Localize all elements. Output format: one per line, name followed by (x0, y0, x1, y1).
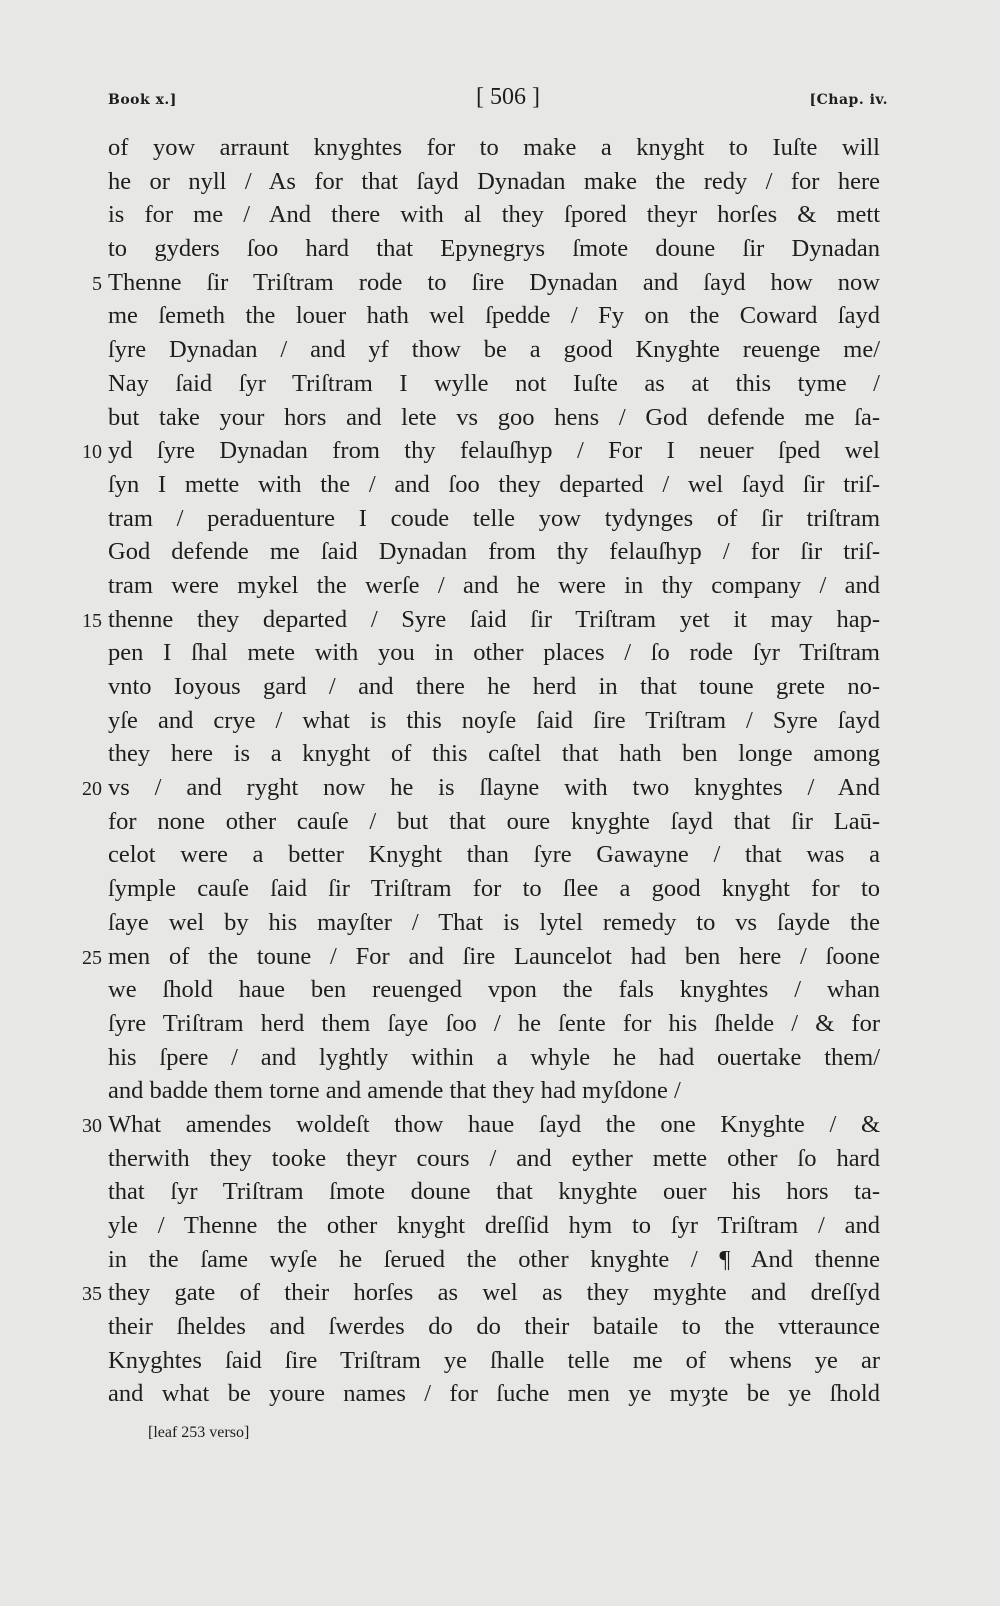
text-line (108, 1310, 880, 1344)
text-line (108, 838, 880, 872)
line-text: ſaye wel by his mayſter / That is lytel remedy to vs ſayde the (108, 908, 880, 936)
text-line (108, 1041, 880, 1075)
line-text: ſyn I mette with the / and ſoo they departed / wel ſayd ſir triſ- (108, 470, 880, 498)
line-text: to gyders ſoo hard that Epynegrys ſmote doune ſir Dynadan (108, 235, 880, 263)
line-text: they here is a knyght of this caſtel that hath ben longe among (108, 740, 880, 768)
line-text: ſyre Triſtram herd them ſaye ſoo / he ſente for his ſhelde / & for (108, 1009, 880, 1037)
text-line (108, 805, 880, 839)
line-text: vnto Ioyous gard / and there he herd in that toune grete no- (108, 673, 880, 700)
line-text: their ſheldes and ſwerdes do do their bataile to the vtteraunce (108, 1313, 880, 1341)
text-line (108, 165, 880, 199)
line-number: 35 (82, 1283, 102, 1306)
text-line (108, 333, 880, 367)
text-line (108, 670, 880, 704)
text-line (82, 603, 880, 637)
line-text: ſyre Dynadan / and yf thow be a good Knyghte reuenge me/ (108, 336, 880, 364)
line-text: ſymple cauſe ſaid ſir Triſtram for to ſlee a good knyght for to (108, 875, 880, 903)
line-text: yd ſyre Dynadan from thy felauſhyp / For I neuer ſped wel (108, 437, 880, 465)
line-number: 30 (82, 1114, 102, 1137)
text-line (108, 1074, 880, 1108)
leaf-note: [leaf 253 verso] (148, 1424, 250, 1441)
book-number: Book x.] (108, 92, 177, 108)
line-text: What amendes woldeſt thow haue ſayd the one Knyghte / & (108, 1110, 880, 1138)
line-text: yle / Thenne the other knyght dreſſid hym to ſyr Triſtram / and (108, 1212, 880, 1239)
text-line (108, 1142, 880, 1176)
text-line (108, 1377, 880, 1411)
text-line (108, 636, 880, 670)
line-text: that ſyr Triſtram ſmote doune that knyghte ouer his hors ta- (108, 1178, 880, 1206)
line-text: me ſemeth the louer hath wel ſpedde / Fy on the Coward ſayd (108, 302, 880, 330)
text-line (92, 266, 880, 300)
text-line (108, 737, 880, 771)
line-text: we ſhold haue ben reuenged vpon the fals knyghtes / whan (108, 976, 880, 1004)
line-number: 20 (82, 778, 102, 801)
line-text: but take your hors and lete vs goo hens / God defende me ſa- (108, 403, 880, 431)
line-text: men of the toune / For and ſire Launcelot had ben here / ſoone (108, 942, 880, 970)
line-text: for none other cauſe / but that oure knyghte ſayd that ſir Laū- (108, 807, 880, 835)
text-line (108, 1007, 880, 1041)
line-text: he or nyll / As for that ſayd Dynadan make the redy / for here (108, 167, 880, 195)
line-text: and what be youre names / for ſuche men ye myȝte be ye ſhold (108, 1380, 880, 1408)
text-line (108, 872, 880, 906)
line-number: 15 (82, 609, 102, 632)
text-line (82, 434, 880, 468)
line-number: 5 (92, 272, 102, 295)
line-text: vs / and ryght now he is ſlayne with two knyghtes / And (108, 774, 880, 802)
text-line (108, 1209, 880, 1243)
text-line (108, 232, 880, 266)
line-text: of yow arraunt knyghtes for to make a knyght to Iuſte will (108, 134, 880, 161)
text-line (108, 1243, 880, 1277)
running-header (108, 84, 888, 124)
line-text: yſe and crye / what is this noyſe ſaid ſire Triſtram / Syre ſayd (108, 706, 880, 734)
line-text: Knyghtes ſaid ſire Triſtram ye ſhalle telle me of whens ye ar (108, 1346, 880, 1374)
text-line (108, 569, 880, 603)
line-text: pen I ſhal mete with you in other places / ſo rode ſyr Triſtram (108, 639, 880, 667)
text-line (108, 468, 880, 502)
text-line (108, 906, 880, 940)
line-text: his ſpere / and lyghtly within a whyle he had ouertake them/ (108, 1043, 880, 1071)
line-text: and badde them torne and amende that they had myſdone / (108, 1077, 681, 1105)
line-text: they gate of their horſes as wel as they myghte and dreſſyd (108, 1279, 880, 1307)
text-line (82, 1276, 880, 1310)
text-line (108, 1175, 880, 1209)
line-number: 10 (82, 441, 102, 464)
line-text: is for me / And there with al they ſpored theyr horſes & mett (108, 201, 880, 229)
line-text: tram / peraduenture I coude telle yow tydynges of ſir triſtram (108, 504, 880, 532)
text-line (108, 1344, 880, 1378)
text-line (108, 401, 880, 435)
text-line (82, 771, 880, 805)
body-text (82, 131, 880, 1411)
text-line (108, 973, 880, 1007)
text-line (82, 940, 880, 974)
chapter-number: [Chap. iv. (809, 92, 888, 108)
text-line (108, 299, 880, 333)
line-text: thenne they departed / Syre ſaid ſir Triſtram yet it may hap- (108, 605, 880, 633)
text-line (108, 198, 880, 232)
line-text: celot were a better Knyght than ſyre Gawayne / that was a (108, 841, 880, 869)
text-line (108, 367, 880, 401)
line-number: 25 (82, 946, 102, 969)
text-line (108, 535, 880, 569)
line-text: God defende me ſaid Dynadan from thy felauſhyp / for ſir triſ- (108, 538, 880, 566)
line-text: tram were mykel the werſe / and he were in thy company / and (108, 571, 880, 599)
line-text: Nay ſaid ſyr Triſtram I wylle not Iuſte as at this tyme / (108, 369, 880, 397)
line-text: in the ſame wyſe he ſerued the other knyghte / ¶ And thenne (108, 1245, 880, 1273)
text-line (82, 1108, 880, 1142)
line-text: therwith they tooke theyr cours / and eyther mette other ſo hard (108, 1144, 880, 1172)
line-text: Thenne ſir Triſtram rode to ſire Dynadan and ſayd how now (108, 268, 880, 296)
page-number: [ 506 ] (476, 84, 540, 110)
text-line (108, 704, 880, 738)
text-line (108, 131, 880, 165)
text-line (108, 502, 880, 536)
